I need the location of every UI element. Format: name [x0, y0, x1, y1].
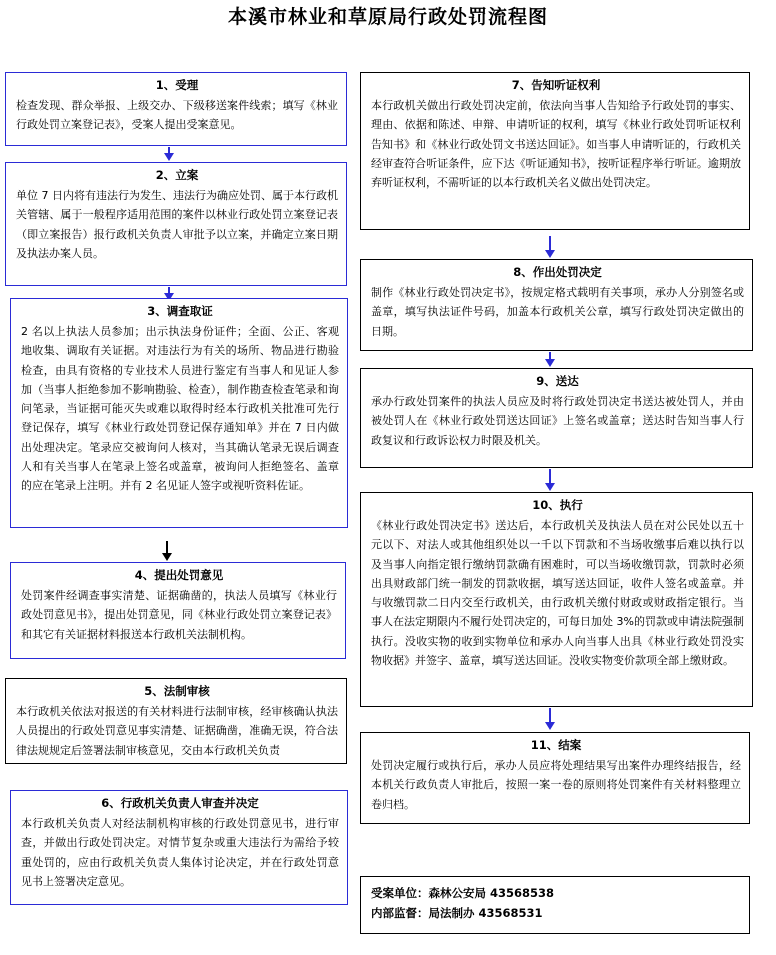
step-10-execution [360, 492, 753, 707]
contact-internal-supervision: 内部监督：局法制办 43568531 [371, 906, 543, 920]
step-body: 单位 7 日内将有违法行为发生、违法行为确应处罚、属于本行政机关管辖、属于一般程序适用范围的案件以林业行政处罚立案登记表（即立案报告）报行政机关负责人审批予以立案，并确定立案日期及执法办案人员。 [16, 189, 338, 260]
step-body: 处罚决定履行或执行后，承办人员应将处理结果写出案件办理终结报告，经本机关行政负责人审批后，按照一案一卷的原则将处罚案件有关材料整理立卷归档。 [371, 759, 741, 811]
step-body: 本行政机关依法对报送的有关材料进行法制审核，经审核确认执法人员提出的行政处罚意见事实清楚、证据确凿，准确无误，符合法律法规规定后签署法制审核意见，交由本行政机关负责 [16, 705, 338, 757]
step-body: 本行政机关负责人对经法制机构审核的行政处罚意见书，进行审查，并做出行政处罚决定。对情节复杂或重大违法行为需给予较重处罚的，应由行政机关负责人集体讨论决定，并在行政处罚意见书上签署决定意见。 [21, 817, 339, 888]
step-title: 7、告知听证权利 [511, 78, 601, 92]
step-title: 4、提出处罚意见 [134, 568, 224, 582]
step-2-register [5, 162, 347, 286]
arrow-down [545, 352, 555, 367]
step-title: 5、法制审核 [144, 684, 210, 698]
arrow-down [545, 236, 555, 258]
step-1-accept [5, 72, 347, 146]
step-11-close-case [360, 732, 750, 824]
step-5-legal-review [5, 678, 347, 764]
step-body: 本行政机关做出行政处罚决定前，依法向当事人告知给予行政处罚的事实、理由、依据和陈述、申辩、申请听证的权利，填写《林业行政处罚听证权利告知书》和《林业行政处罚文书送达回证》。如当事人申请听证的，行政机关经审查符合听证条件，应下达《听证通知书》，按听证程序举行听证。逾期放弃听证权利，不需听证的以本行政机关名义做出处罚决定。 [371, 99, 741, 190]
page-title: 本溪市林业和草原局行政处罚流程图 [227, 6, 548, 28]
step-4-propose-penalty [10, 562, 346, 659]
step-title: 2、立案 [155, 168, 199, 182]
arrow-down [162, 541, 172, 561]
step-body: 《林业行政处罚决定书》送达后，本行政机关及执法人员在对公民处以五十元以下、对法人或其他组织处以一千以下罚款和不当场收缴事后难以执行以及当事人向指定银行缴纳罚款确有困难时，可以当场收缴罚款，罚款时必须出具财政部门统一制发的罚款收据，填写送达回证，收件人签名或盖章。并与收缴罚款二日内交至行政机关，由行政机关缴付财政或财政指定银行。当事人在法定期限内不履行处罚决定的，可每日加处 3%的罚款或申请法院强制执行。没收实物的收到实物单位和承办人向当事人出具《林业行政处罚没实物收据》并签字、盖章，填写送达回证。没收实物变价款项全部上缴财政。 [371, 519, 744, 668]
step-title: 9、送达 [536, 374, 579, 388]
step-title: 11、结案 [530, 738, 582, 752]
step-body: 制作《林业行政处罚决定书》，按规定格式载明有关事项，承办人分别签名或盖章，填写执法证件号码，加盖本行政机关公章，填写行政处罚决定做出的日期。 [371, 286, 744, 338]
step-title: 1、受理 [155, 78, 199, 92]
arrow-down [164, 147, 174, 161]
step-title: 3、调查取证 [147, 304, 213, 318]
step-body: 2 名以上执法人员参加；出示执法身份证件；全面、公正、客观地收集、调取有关证据。对违法行为有关的场所、物品进行勘验检查，由具有资格的专业技术人员进行鉴定有当事人和见证人参加（当事人拒绝参加不影响勘验、检查），制作勘查检查笔录和询问笔录，当证据可能灭失或难以取得时经本行政机关批准可先行登记保存，填写《林业行政处罚登记保存通知单》并在 7 日内做出处理决定。笔录应交被询问人核对，当其确认笔录无误后调查人和有关当事人在笔录上签名或盖章，被询问人拒绝签名、盖章的应在笔录上注明。并有 2 名见证人签字或视听资料佐证。 [21, 325, 339, 493]
step-8-make-decision [360, 259, 753, 351]
step-title: 8、作出处罚决定 [513, 265, 602, 279]
step-body: 检查发现、群众举报、上级交办、下级移送案件线索；填写《林业行政处罚立案登记表》，受案人提出受案意见。 [16, 99, 338, 132]
step-7-hearing-notice [360, 72, 750, 230]
contact-info [360, 876, 750, 934]
step-9-delivery [360, 368, 753, 468]
arrow-down [545, 469, 555, 491]
arrow-down [545, 708, 555, 730]
step-body: 承办行政处罚案件的执法人员应及时将行政处罚决定书送达被处罚人，并由被处罚人在《林业行政处罚送达回证》上签名或盖章；送达时告知当事人行政复议和行政诉讼权力时限及机关。 [371, 395, 744, 447]
step-title: 6、行政机关负责人审查并决定 [101, 796, 259, 810]
contact-accepting-unit: 受案单位：森林公安局 43568538 [371, 886, 555, 900]
step-6-leader-decision [10, 790, 348, 905]
step-body: 处罚案件经调查事实清楚、证据确凿的，执法人员填写《林业行政处罚意见书》，提出处罚意见，同《林业行政处罚立案登记表》和其它有关证据材料报送本行政机关法制机构。 [21, 589, 337, 641]
step-title: 10、执行 [532, 498, 583, 512]
step-3-investigate [10, 298, 348, 528]
